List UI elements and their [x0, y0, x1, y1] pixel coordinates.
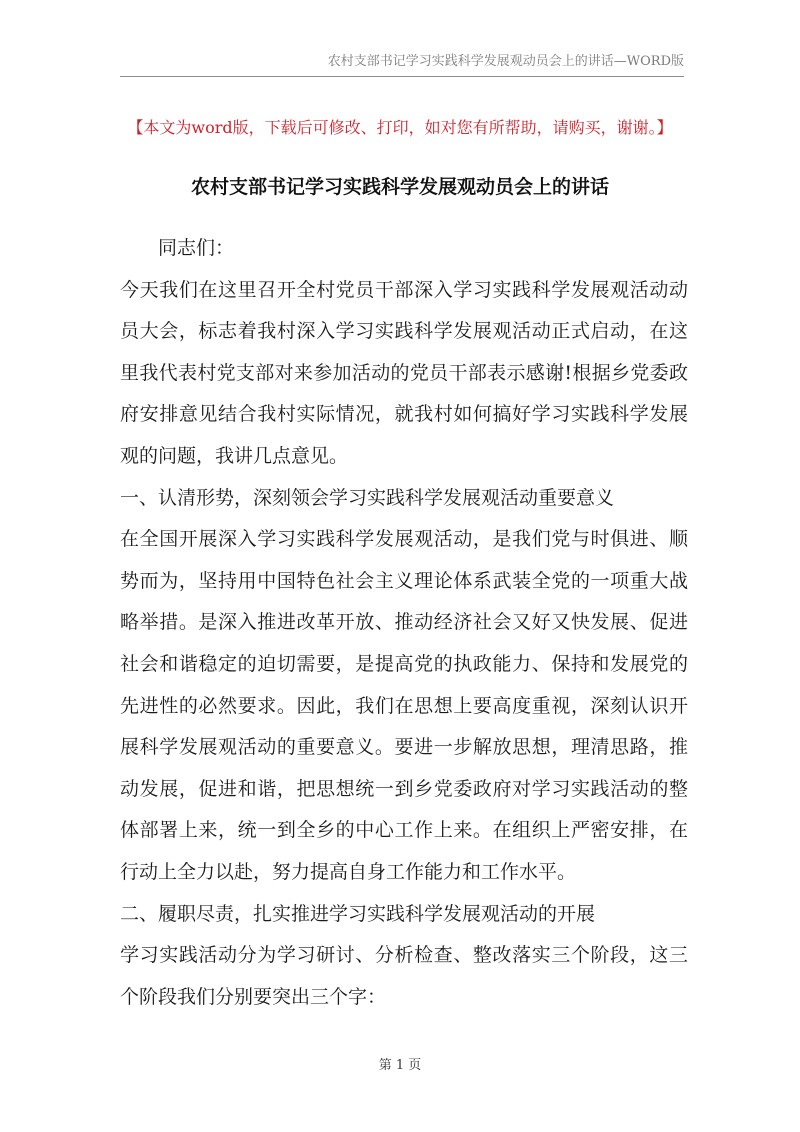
section-heading-1: 一、认清形势，深刻领会学习实践科学发展观活动重要意义 [120, 486, 615, 509]
body-paragraph: 学习实践活动分为学习研讨、分析检查、整改落实三个阶段，这三个阶段我们分别要突出三个字： [120, 944, 688, 1008]
download-notice: 【本文为word版，下载后可修改、打印，如对您有所帮助，请购买，谢谢。】 [127, 118, 673, 137]
page-number: 第 1 页 [378, 1058, 422, 1073]
page-header [120, 52, 684, 77]
body-paragraph: 在全国开展深入学习实践科学发展观活动，是我们党与时俱进、顺势而为，坚持用中国特色社会主义理论体系武装全党的一项重大战略举措。是深入推进改革开放、推动经济社会又好又快发展、促进社会和谐稳定的迫切需要，是提高党的执政能力、保持和发展党的先进性的必然要求。因此，我们在思想上要高度重视，深刻认识开展科学发展观活动的重要意义。要进一步解放思想，理清思路，推动发展，促进和谐，把思想统一到乡党委政府对学习实践活动的整体部署上来，统一到全乡的中心工作上来。在组织上严密安排，在行动上全力以赴，努力提高自身工作能力和工作水平。 [120, 528, 688, 883]
document-title: 农村支部书记学习实践科学发展观动员会上的讲话 [190, 176, 609, 198]
document-body [120, 228, 688, 1018]
body-paragraph: 今天我们在这里召开全村党员干部深入学习实践科学发展观活动动员大会，标志着我村深入学习实践科学发展观活动正式启动，在这里我代表村党支部对来参加活动的党员干部表示感谢!根据乡党委政府安排意见结合我村实际情况，就我村如何搞好学习实践科学发展观的问题，我讲几点意见。 [120, 278, 688, 467]
running-title: 农村支部书记学习实践科学发展观动员会上的讲话—WORD版 [327, 54, 684, 69]
salutation: 同志们： [158, 237, 235, 259]
section-heading-2: 二、履职尽责，扎实推进学习实践科学发展观活动的开展 [120, 902, 596, 925]
